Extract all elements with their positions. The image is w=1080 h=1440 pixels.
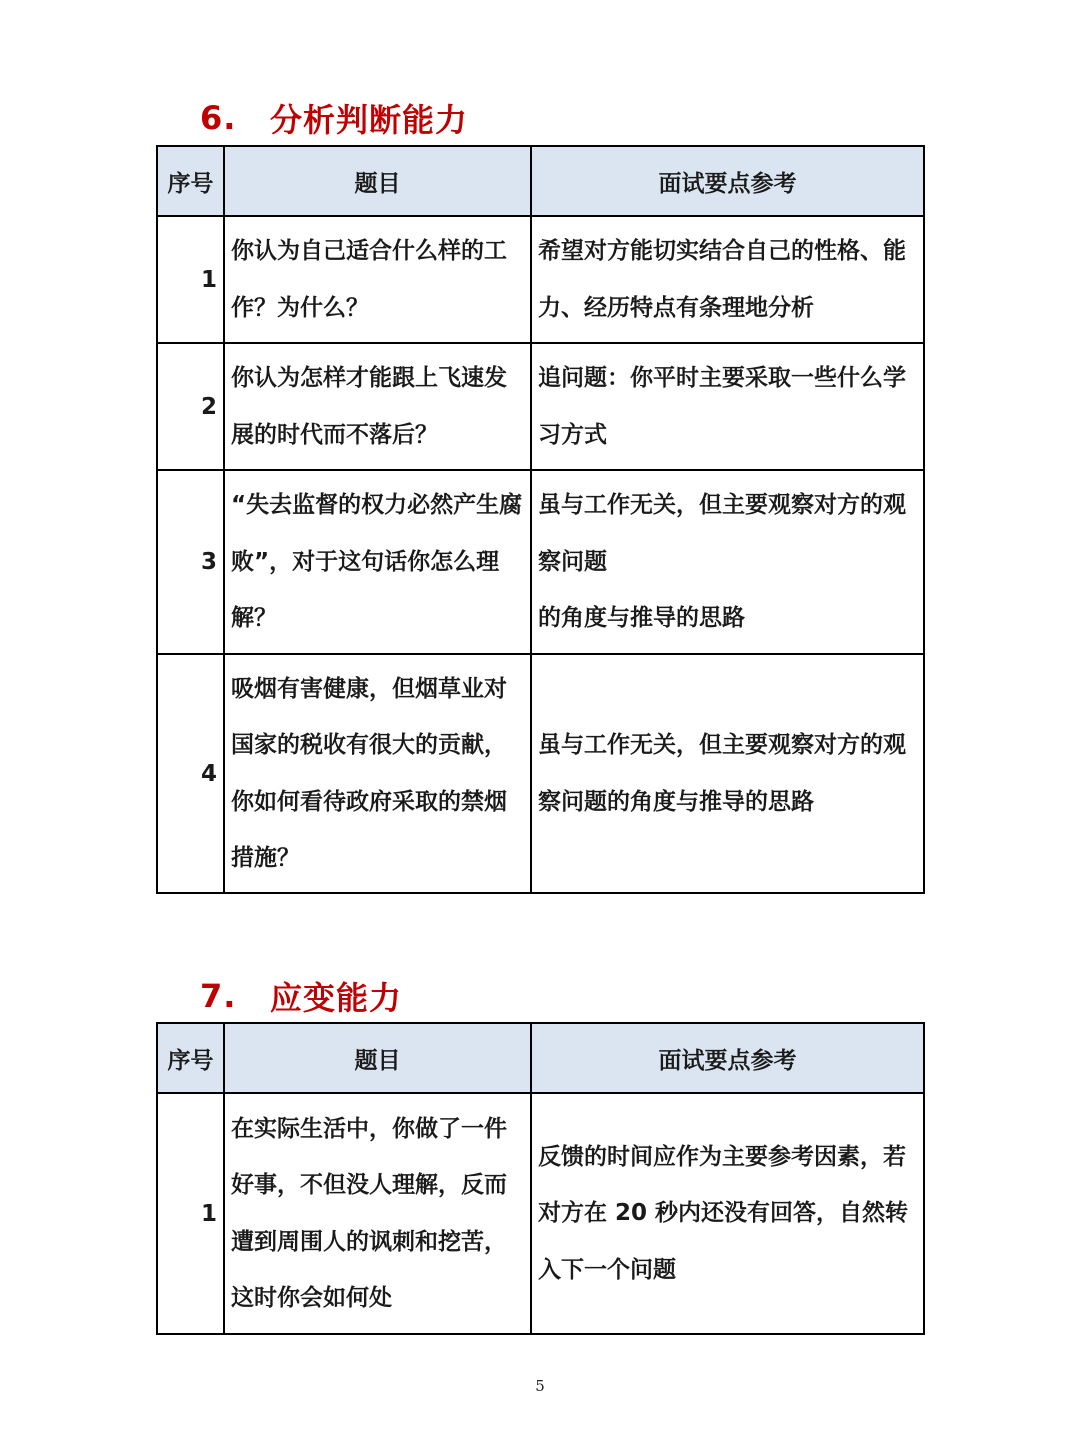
header-question: 题目	[224, 1023, 531, 1093]
question-text: 你认为自己适合什么样的工作？为什么？	[231, 238, 507, 321]
table-row	[157, 343, 924, 470]
table-row	[157, 216, 924, 343]
analysis-table	[156, 145, 925, 894]
answer-text: 虽与工作无关，但主要观察对方的观察问题的角度与推导的思路	[538, 732, 906, 815]
row-question	[224, 654, 531, 893]
table-row	[157, 1093, 924, 1334]
table-header-row	[157, 1023, 924, 1093]
row-answer	[531, 343, 924, 470]
section-heading: 分析判断能力	[270, 101, 469, 139]
section-heading: 应变能力	[270, 979, 403, 1017]
table-header-row	[157, 146, 924, 216]
row-question	[224, 216, 531, 343]
header-index: 序号	[157, 1023, 224, 1093]
question-text: 在实际生活中，你做了一件好事，不但没人理解，反而遭到周围人的讽刺和挖苦，这时你会如何处	[231, 1115, 507, 1311]
row-index: 1	[157, 1093, 224, 1334]
adaptability-table	[156, 1022, 925, 1335]
row-question	[224, 470, 531, 654]
header-index: 序号	[157, 146, 224, 216]
table-row	[157, 470, 924, 654]
header-answer: 面试要点参考	[531, 1023, 924, 1093]
row-answer	[531, 216, 924, 343]
row-index: 3	[157, 470, 224, 654]
answer-text-continued: 的角度与推导的思路	[538, 605, 745, 632]
row-index: 2	[157, 343, 224, 470]
section-7-title	[200, 973, 402, 1019]
section-6-title	[200, 95, 468, 141]
page-number: 5	[535, 1377, 545, 1395]
row-question	[224, 343, 531, 470]
row-index: 4	[157, 654, 224, 893]
row-answer	[531, 1093, 924, 1334]
answer-text: 追问题：你平时主要采取一些什么学习方式	[538, 365, 906, 448]
answer-text: 反馈的时间应作为主要参考因素，若对方在 20 秒内还没有回答，自然转入下一个问题	[538, 1143, 909, 1283]
row-answer	[531, 470, 924, 654]
question-text: 吸烟有害健康，但烟草业对国家的税收有很大的贡献，你如何看待政府采取的禁烟措施？	[231, 675, 507, 871]
table-row	[157, 654, 924, 893]
answer-text: 希望对方能切实结合自己的性格、能力、经历特点有条理地分析	[538, 238, 906, 321]
row-answer	[531, 654, 924, 893]
header-answer: 面试要点参考	[531, 146, 924, 216]
row-question	[224, 1093, 531, 1334]
answer-text: 虽与工作无关，但主要观察对方的观察问题	[538, 492, 906, 575]
section-number: 7.	[200, 977, 237, 1015]
section-number: 6.	[200, 99, 237, 137]
question-text: “失去监督的权力必然产生腐败”，对于这句话你怎么理解？	[231, 492, 523, 632]
header-question: 题目	[224, 146, 531, 216]
row-index: 1	[157, 216, 224, 343]
question-text: 你认为怎样才能跟上飞速发展的时代而不落后？	[231, 365, 507, 448]
